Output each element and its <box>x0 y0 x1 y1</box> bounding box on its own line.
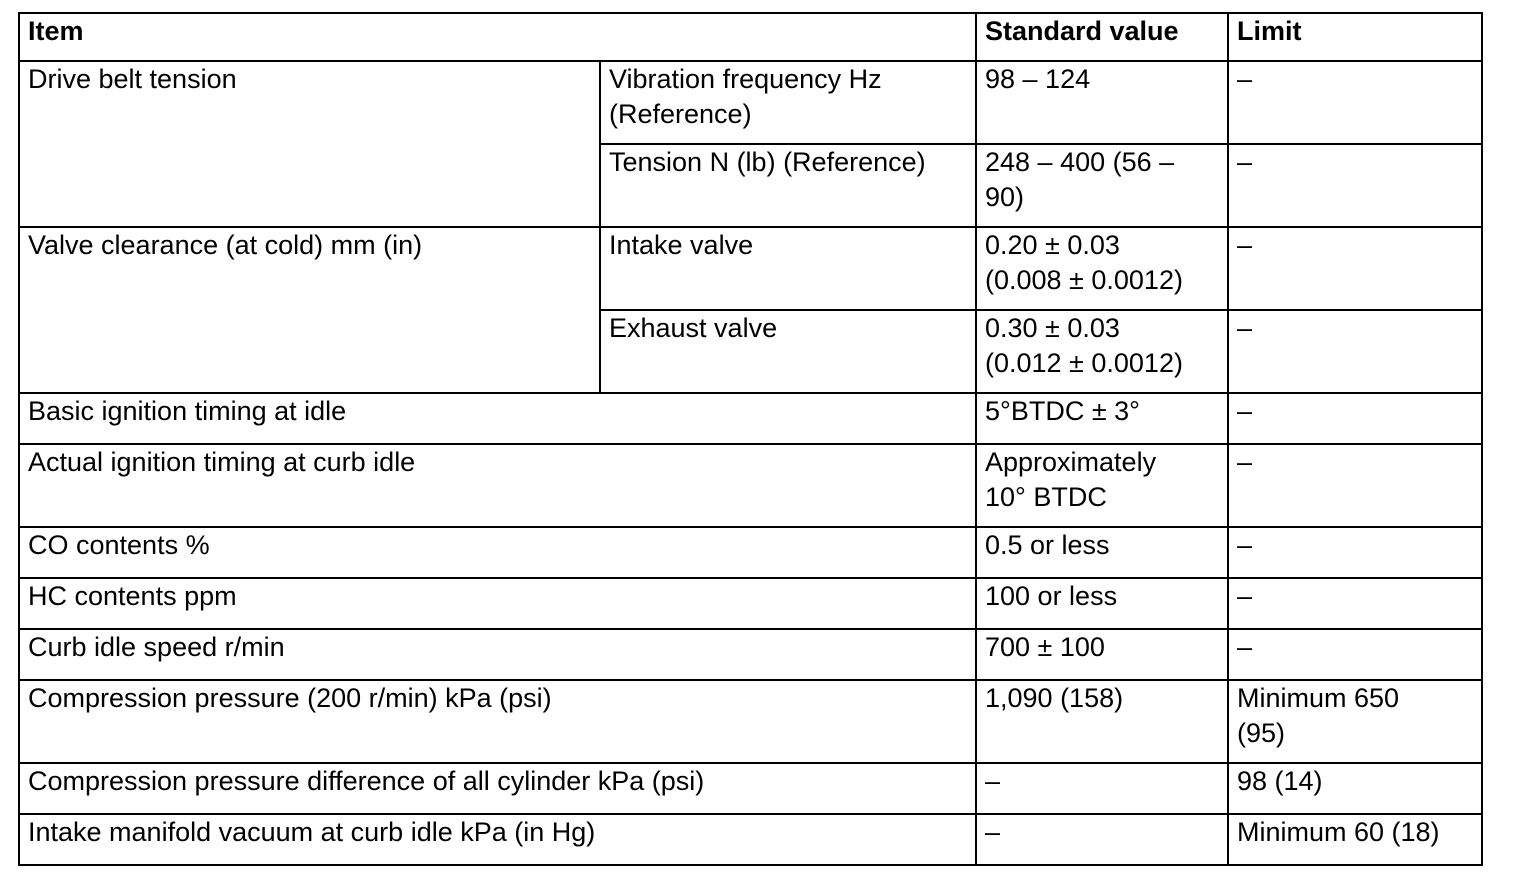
limit-cell: Minimum 60 (18) <box>1228 814 1482 865</box>
table-row <box>19 527 1482 578</box>
table-row <box>19 814 1482 865</box>
item-cell: Compression pressure difference of all cylinder kPa (psi) <box>19 763 976 814</box>
table-row <box>19 629 1482 680</box>
header-row <box>19 13 1482 61</box>
sub-item-cell: Exhaust valve <box>600 310 976 393</box>
sub-item-cell: Tension N (lb) (Reference) <box>600 144 976 227</box>
table-row <box>19 393 1482 444</box>
table-row <box>19 444 1482 527</box>
standard-value-cell: – <box>976 763 1228 814</box>
limit-cell: – <box>1228 144 1482 227</box>
header-limit: Limit <box>1228 13 1482 61</box>
header-item: Item <box>19 13 976 61</box>
standard-value-cell: 0.5 or less <box>976 527 1228 578</box>
standard-value-cell: 0.30 ± 0.03 (0.012 ± 0.0012) <box>976 310 1228 393</box>
standard-value-cell: – <box>976 814 1228 865</box>
limit-cell: – <box>1228 227 1482 310</box>
item-cell: Actual ignition timing at curb idle <box>19 444 976 527</box>
limit-cell: – <box>1228 629 1482 680</box>
header-standard-value: Standard value <box>976 13 1228 61</box>
sub-item-cell: Vibration frequency Hz (Reference) <box>600 61 976 144</box>
limit-cell: – <box>1228 444 1482 527</box>
standard-value-cell: 0.20 ± 0.03 (0.008 ± 0.0012) <box>976 227 1228 310</box>
limit-cell: – <box>1228 578 1482 629</box>
item-cell: Basic ignition timing at idle <box>19 393 976 444</box>
item-cell: HC contents ppm <box>19 578 976 629</box>
table-row <box>19 680 1482 763</box>
item-cell: Valve clearance (at cold) mm (in) <box>19 227 600 393</box>
sub-item-cell: Intake valve <box>600 227 976 310</box>
item-cell: Curb idle speed r/min <box>19 629 976 680</box>
table-row <box>19 227 1482 310</box>
item-cell: Intake manifold vacuum at curb idle kPa (in Hg) <box>19 814 976 865</box>
limit-cell: – <box>1228 393 1482 444</box>
specification-table <box>18 12 1483 866</box>
standard-value-cell: 700 ± 100 <box>976 629 1228 680</box>
table-row <box>19 763 1482 814</box>
item-cell: Compression pressure (200 r/min) kPa (psi) <box>19 680 976 763</box>
table-row <box>19 578 1482 629</box>
standard-value-cell: 1,090 (158) <box>976 680 1228 763</box>
standard-value-cell: Approximately 10° BTDC <box>976 444 1228 527</box>
standard-value-cell: 5°BTDC ± 3° <box>976 393 1228 444</box>
standard-value-cell: 248 – 400 (56 – 90) <box>976 144 1228 227</box>
table-row <box>19 61 1482 144</box>
limit-cell: – <box>1228 527 1482 578</box>
limit-cell: 98 (14) <box>1228 763 1482 814</box>
standard-value-cell: 100 or less <box>976 578 1228 629</box>
item-cell: CO contents % <box>19 527 976 578</box>
item-cell: Drive belt tension <box>19 61 600 227</box>
limit-cell: – <box>1228 61 1482 144</box>
standard-value-cell: 98 – 124 <box>976 61 1228 144</box>
limit-cell: Minimum 650 (95) <box>1228 680 1482 763</box>
limit-cell: – <box>1228 310 1482 393</box>
